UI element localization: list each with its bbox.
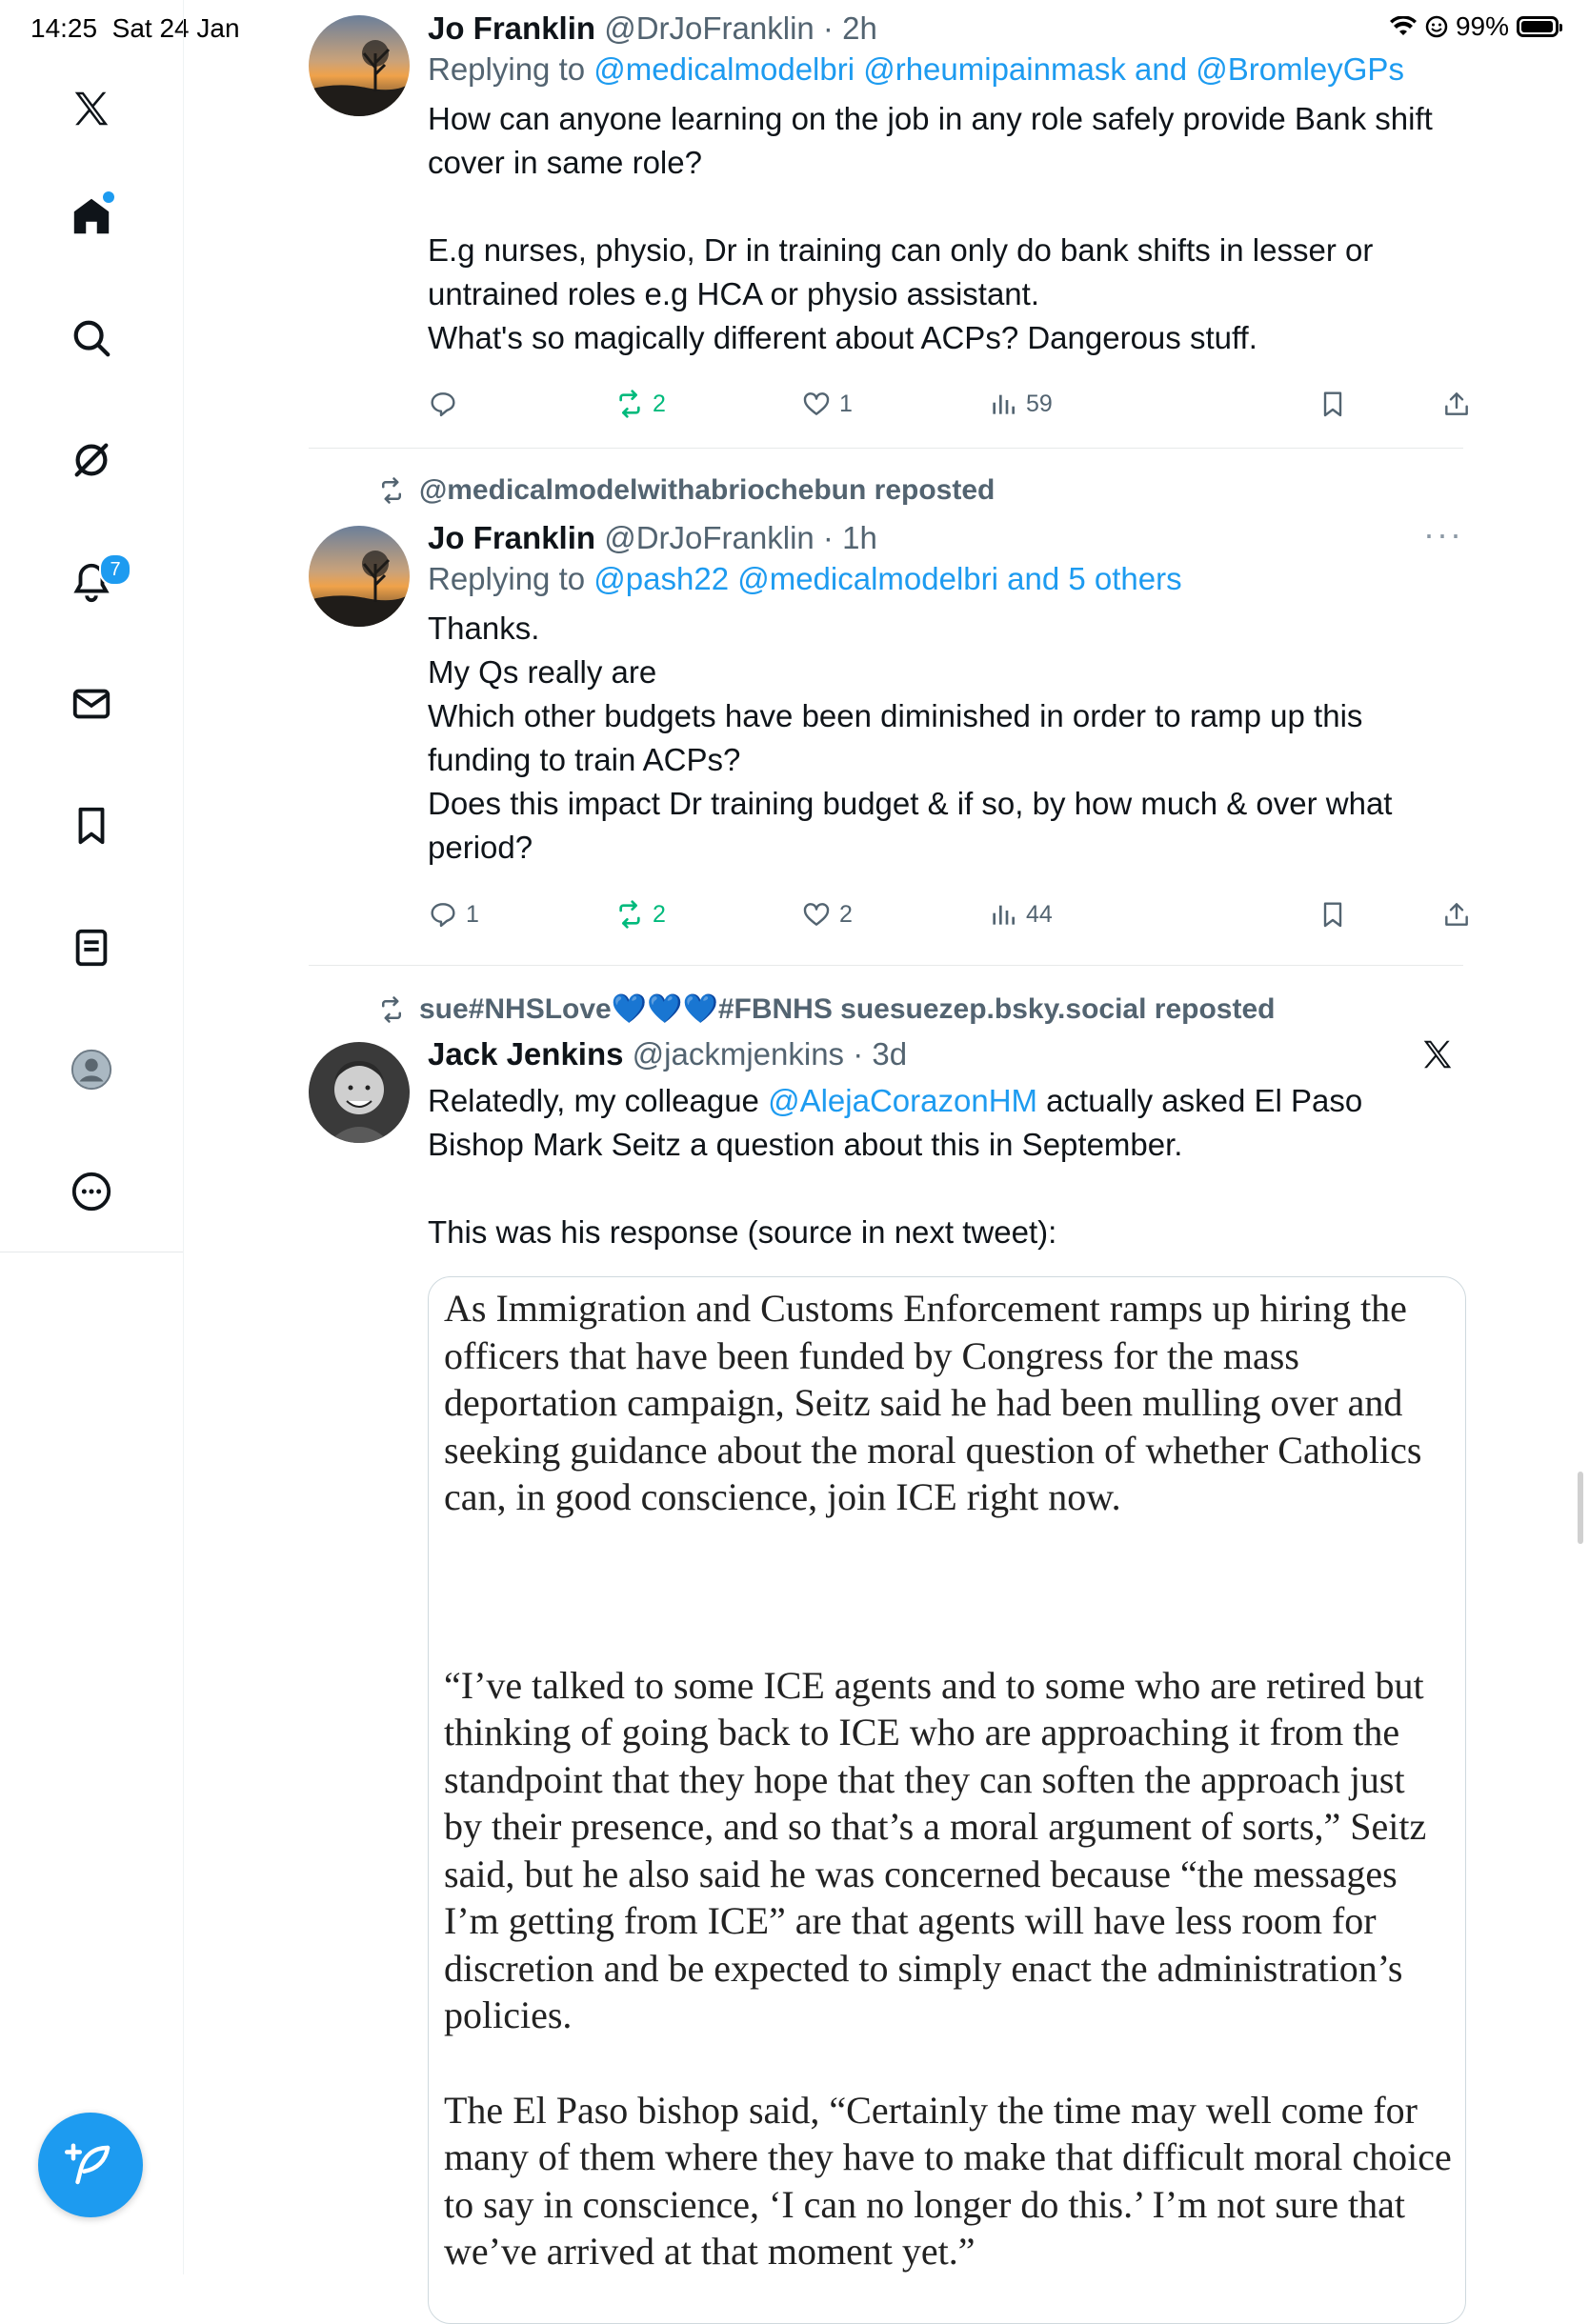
bookmark-icon — [1317, 899, 1348, 930]
more-options-icon[interactable] — [59, 1159, 124, 1224]
search-icon[interactable] — [59, 306, 124, 371]
repost-icon — [614, 899, 645, 930]
repost-attribution: @medicalmodelwithabriochebun reposted — [377, 474, 995, 507]
author-handle[interactable]: @DrJoFranklin — [604, 520, 815, 555]
post-time[interactable]: 1h — [842, 520, 877, 555]
like-button[interactable]: 1 — [801, 389, 853, 419]
share-button[interactable] — [1441, 389, 1472, 419]
feather-plus-icon — [65, 2139, 116, 2191]
reply-others[interactable]: and 5 others — [1007, 561, 1182, 596]
status-time-date: 14:25 Sat 24 Jan — [30, 13, 240, 43]
repost-icon — [377, 995, 406, 1024]
home-unread-dot — [103, 191, 114, 203]
repost-button[interactable]: 2 — [614, 899, 666, 930]
x-source-icon — [1419, 1036, 1456, 1072]
views-button[interactable]: 59 — [988, 389, 1053, 419]
quoted-article-text: As Immigration and Customs Enforcement ramps up hiring the officers that have been funded by Congress for the mass deportation campaign, Seitz said he had been mulling over and seeking guidance about the moral question of whether Catholics can, in good conscience, join ICE right now. “I’ve talked to some ICE agents and to some who are retired but thinking of going back to ICE who are approaching it from the standpoint that they hope that they can soften the approach just by their presence, and so that’s a moral argument of sorts,” Seitz said, but he also said he was concerned because “the messages I’m getting from ICE” are that agents will have less room for discretion and be expected to simply enact the administration’s policies. The El Paso bishop said, “Certainly the time may well come for many of them where they have to make that difficult moral choice to say in conscience, ‘I can no longer do this.’ I’m not sure that we’ve arrived at that moment yet.” — [444, 1287, 1452, 2273]
post-text: How can anyone learning on the job in any role safely provide Bank shift cover in same role? E.g nurses, physio, Dr in training can only do bank shifts in lesser or untrained roles e.g HCA or physio assistant. What's so magically different about ACPs? Dangerous stuff. — [428, 101, 1433, 355]
author-handle[interactable]: @DrJoFranklin — [604, 10, 815, 46]
bookmark-button[interactable] — [1317, 389, 1348, 419]
reply-mention-last[interactable]: @BromleyGPs — [1196, 51, 1404, 87]
post-time[interactable]: 2h — [842, 10, 877, 46]
notifications-bell-icon[interactable] — [59, 550, 124, 614]
repost-icon — [614, 389, 645, 419]
author-name[interactable]: Jo Franklin — [428, 520, 596, 555]
heart-emojis: 💙💙💙 — [611, 993, 718, 1025]
bookmarks-icon[interactable] — [59, 793, 124, 858]
repost-icon — [377, 476, 406, 505]
post-header: Jo Franklin @DrJoFranklin · 2h — [428, 10, 877, 46]
views-chart-icon — [988, 389, 1018, 419]
author-avatar[interactable] — [309, 1042, 410, 1143]
post-actions — [428, 389, 1466, 431]
post-header: Jo Franklin @DrJoFranklin · 1h — [428, 520, 877, 555]
home-icon[interactable] — [59, 184, 124, 249]
repost-button[interactable]: 2 — [614, 389, 666, 419]
post-more-menu[interactable]: ··· — [1423, 514, 1463, 553]
messages-envelope-icon[interactable] — [59, 671, 124, 736]
post-separator — [309, 965, 1463, 966]
author-avatar[interactable] — [309, 15, 410, 116]
post-header: Jack Jenkins @jackmjenkins · 3d — [428, 1036, 908, 1072]
reply-icon — [428, 899, 458, 930]
share-icon — [1441, 389, 1472, 419]
author-name[interactable]: Jo Franklin — [428, 10, 596, 46]
share-icon — [1441, 899, 1472, 930]
battery-percent: 99% — [1455, 11, 1509, 41]
profile-avatar-icon[interactable] — [59, 1037, 124, 1102]
post-text: Thanks. My Qs really are Which other budgets have been diminished in order to ramp up this funding to train ACPs? Does this impact Dr training budget & if so, by how much & over what period? — [428, 611, 1393, 865]
author-handle[interactable]: @jackmjenkins — [632, 1036, 845, 1072]
views-chart-icon — [988, 899, 1018, 930]
quoted-article-image[interactable] — [428, 1276, 1466, 2324]
notifications-badge: 7 — [99, 553, 131, 586]
scrollbar[interactable] — [1578, 1472, 1583, 1544]
reply-button[interactable] — [428, 389, 466, 419]
post-time[interactable]: 3d — [872, 1036, 908, 1072]
author-name[interactable]: Jack Jenkins — [428, 1036, 624, 1072]
compose-post-button[interactable] — [38, 2113, 143, 2217]
post-text: Relatedly, my colleague @AlejaCorazonHM actually asked El Paso Bishop Mark Seitz a question about this in September. This was his response (source in next tweet): — [428, 1083, 1363, 1250]
bookmark-button[interactable] — [1317, 899, 1348, 930]
sidebar-nav — [0, 0, 184, 2274]
like-button[interactable]: 2 — [801, 899, 853, 930]
lists-icon[interactable] — [59, 915, 124, 980]
post-separator — [309, 448, 1463, 449]
author-avatar[interactable] — [309, 526, 410, 627]
reply-mentions[interactable]: @pash22 @medicalmodelbri — [593, 561, 998, 596]
battery-icon — [1517, 16, 1559, 37]
heart-icon — [801, 389, 832, 419]
x-logo-icon[interactable] — [59, 76, 124, 141]
bookmark-icon — [1317, 389, 1348, 419]
mention-link[interactable]: @AlejaCorazonHM — [768, 1083, 1038, 1118]
replying-to: Replying to @medicalmodelbri @rheumipainmask and @BromleyGPs — [428, 51, 1404, 87]
reply-mentions[interactable]: @medicalmodelbri @rheumipainmask — [593, 51, 1126, 87]
grok-icon[interactable] — [59, 428, 124, 492]
heart-icon — [801, 899, 832, 930]
replying-to: Replying to @pash22 @medicalmodelbri and 5 others — [428, 561, 1182, 596]
views-button[interactable]: 44 — [988, 899, 1053, 930]
reply-icon — [428, 389, 458, 419]
reply-button[interactable]: 1 — [428, 899, 479, 930]
repost-attribution: sue#NHSLove💙💙💙#FBNHS suesuezep.bsky.social reposted — [377, 992, 1275, 1026]
share-button[interactable] — [1441, 899, 1472, 930]
post-actions — [428, 899, 1466, 941]
